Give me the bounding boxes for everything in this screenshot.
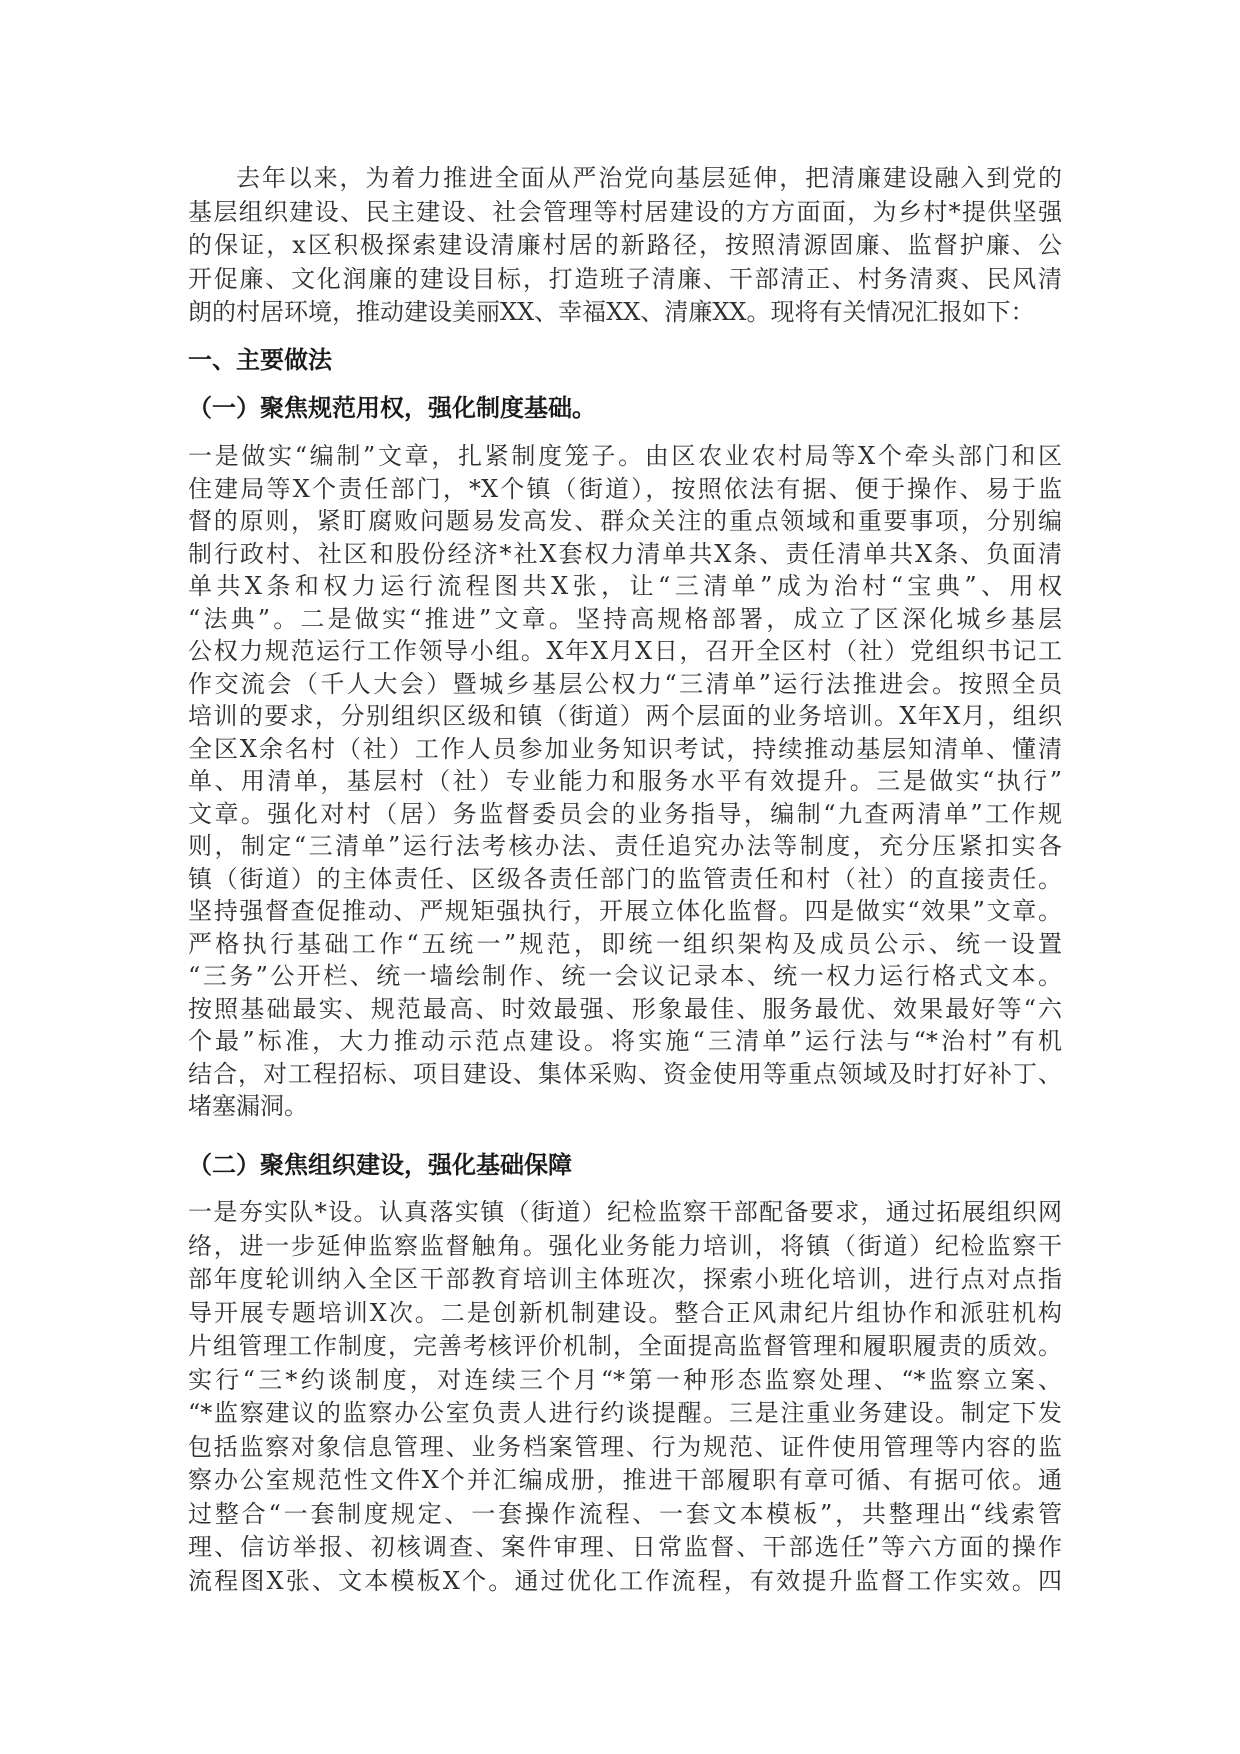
text-line: 作交流会（千人大会）暨城乡基层公权力“三清单”运行法推进会。按照全员 xyxy=(188,669,1062,698)
text-line: 结合，对工程招标、项目建设、集体采购、资金使用等重点领域及时打好补丁、 xyxy=(188,1059,1062,1088)
text-line: 片组管理工作制度，完善考核评价机制，全面提高监督管理和履职履责的质效。 xyxy=(188,1332,1062,1360)
intro-paragraph xyxy=(188,162,1062,330)
subsection-2-paragraph xyxy=(188,1196,1062,1598)
text-line: 个最”标准，大力推动示范点建设。将实施“三清单”运行法与“*治村”有机 xyxy=(188,1027,1062,1055)
text-line: 单共X条和权力运行流程图共X张，让“三清单”成为治村“宝典”、用权 xyxy=(188,572,1062,600)
text-line: 镇（街道）的主体责任、区级各责任部门的监管责任和村（社）的直接责任。 xyxy=(188,864,1062,893)
text-line: 一是做实“编制”文章，扎紧制度笼子。由区农业农村局等X个牵头部门和区 xyxy=(188,442,1062,470)
text-line: 开促廉、文化润廉的建设目标，打造班子清廉、干部清正、村务清爽、民风清 xyxy=(188,264,1062,293)
text-line: 流程图X张、文本模板X个。通过优化工作流程，有效提升监督工作实效。四 xyxy=(188,1566,1062,1595)
text-line: 一是夯实队*设。认真落实镇（街道）纪检监察干部配备要求，通过拓展组织网 xyxy=(188,1198,1062,1226)
subsection-heading-1: （一）聚焦规范用权，强化制度基础。 xyxy=(188,394,596,422)
text-line: 培训的要求，分别组织区级和镇（街道）两个层面的业务培训。X年X月，组织 xyxy=(188,702,1062,730)
section-heading: 一、主要做法 xyxy=(188,346,332,374)
text-line: 部年度轮训纳入全区干部教育培训主体班次，探索小班化培训，进行点对点指 xyxy=(188,1265,1062,1293)
text-line: 全区X余名村（社）工作人员参加业务知识考试，持续推动基层知清单、懂清 xyxy=(188,734,1062,763)
text-line: “法典”。二是做实“推进”文章。坚持高规格部署，成立了区深化城乡基层 xyxy=(188,604,1062,633)
text-line: 基层组织建设、民主建设、社会管理等村居建设的方方面面，为乡村*提供坚强 xyxy=(188,197,1062,226)
text-line: 络，进一步延伸监察监督触角。强化业务能力培训，将镇（街道）纪检监察干 xyxy=(188,1231,1062,1260)
text-line: 察办公室规范性文件X个并汇编成册，推进干部履职有章可循、有据可依。通 xyxy=(188,1466,1062,1494)
subsection-heading-2: （二）聚焦组织建设，强化基础保障 xyxy=(188,1151,572,1179)
text-line: 单、用清单，基层村（社）专业能力和服务水平有效提升。三是做实“执行” xyxy=(188,767,1062,795)
text-line: 督的原则，紧盯腐败问题易发高发、群众关注的重点领域和重要事项，分别编 xyxy=(188,507,1062,535)
text-line: 制行政村、社区和股份经济*社X套权力清单共X条、责任清单共X条、负面清 xyxy=(188,539,1062,568)
text-line: 公权力规范运行工作领导小组。X年X月X日，召开全区村（社）党组织书记工 xyxy=(188,637,1062,665)
text-line: “*监察建议的监察办公室负责人进行约谈提醒。三是注重业务建设。制定下发 xyxy=(188,1399,1062,1427)
text-line: 坚持强督查促推动、严规矩强执行，开展立体化监督。四是做实“效果”文章。 xyxy=(188,897,1062,925)
text-line: 朗的村居环境，推动建设美丽XX、幸福XX、清廉XX。现将有关情况汇报如下： xyxy=(188,298,1035,326)
text-line: 严格执行基础工作“五统一”规范，即统一组织架构及成员公示、统一设置 xyxy=(188,929,1062,958)
text-line: 住建局等X个责任部门，*X个镇（街道），按照依法有据、便于操作、易于监 xyxy=(188,474,1062,503)
text-line: 文章。强化对村（居）务监督委员会的业务指导，编制“九查两清单”工作规 xyxy=(188,799,1062,828)
text-line: 实行“三*约谈制度，对连续三个月“*第一种形态监察处理、“*监察立案、 xyxy=(188,1365,1062,1394)
text-line: 堵塞漏洞。 xyxy=(188,1092,308,1120)
text-line: 的保证，x区积极探索建设清廉村居的新路径，按照清源固廉、监督护廉、公 xyxy=(188,231,1062,259)
text-line: 按照基础最实、规范最高、时效最强、形象最佳、服务最优、效果最好等“六 xyxy=(188,994,1062,1023)
text-line: 理、信访举报、初核调查、案件审理、日常监督、干部选任”等六方面的操作 xyxy=(188,1533,1062,1561)
text-line: 过整合“一套制度规定、一套操作流程、一套文本模板”，共整理出“线索管 xyxy=(188,1499,1062,1528)
text-line: 包括监察对象信息管理、业务档案管理、行为规范、证件使用管理等内容的监 xyxy=(188,1432,1062,1461)
text-line: 去年以来，为着力推进全面从严治党向基层延伸，把清廉建设融入到党的 xyxy=(236,164,1062,192)
subsection-1-paragraph xyxy=(188,440,1062,1123)
text-line: 导开展专题培训X次。二是创新机制建设。整合正风肃纪片组协作和派驻机构 xyxy=(188,1298,1062,1327)
text-line: “三务”公开栏、统一墙绘制作、统一会议记录本、统一权力运行格式文本。 xyxy=(188,962,1062,990)
text-line: 则，制定“三清单”运行法考核办法、责任追究办法等制度，充分压紧扣实各 xyxy=(188,832,1062,860)
